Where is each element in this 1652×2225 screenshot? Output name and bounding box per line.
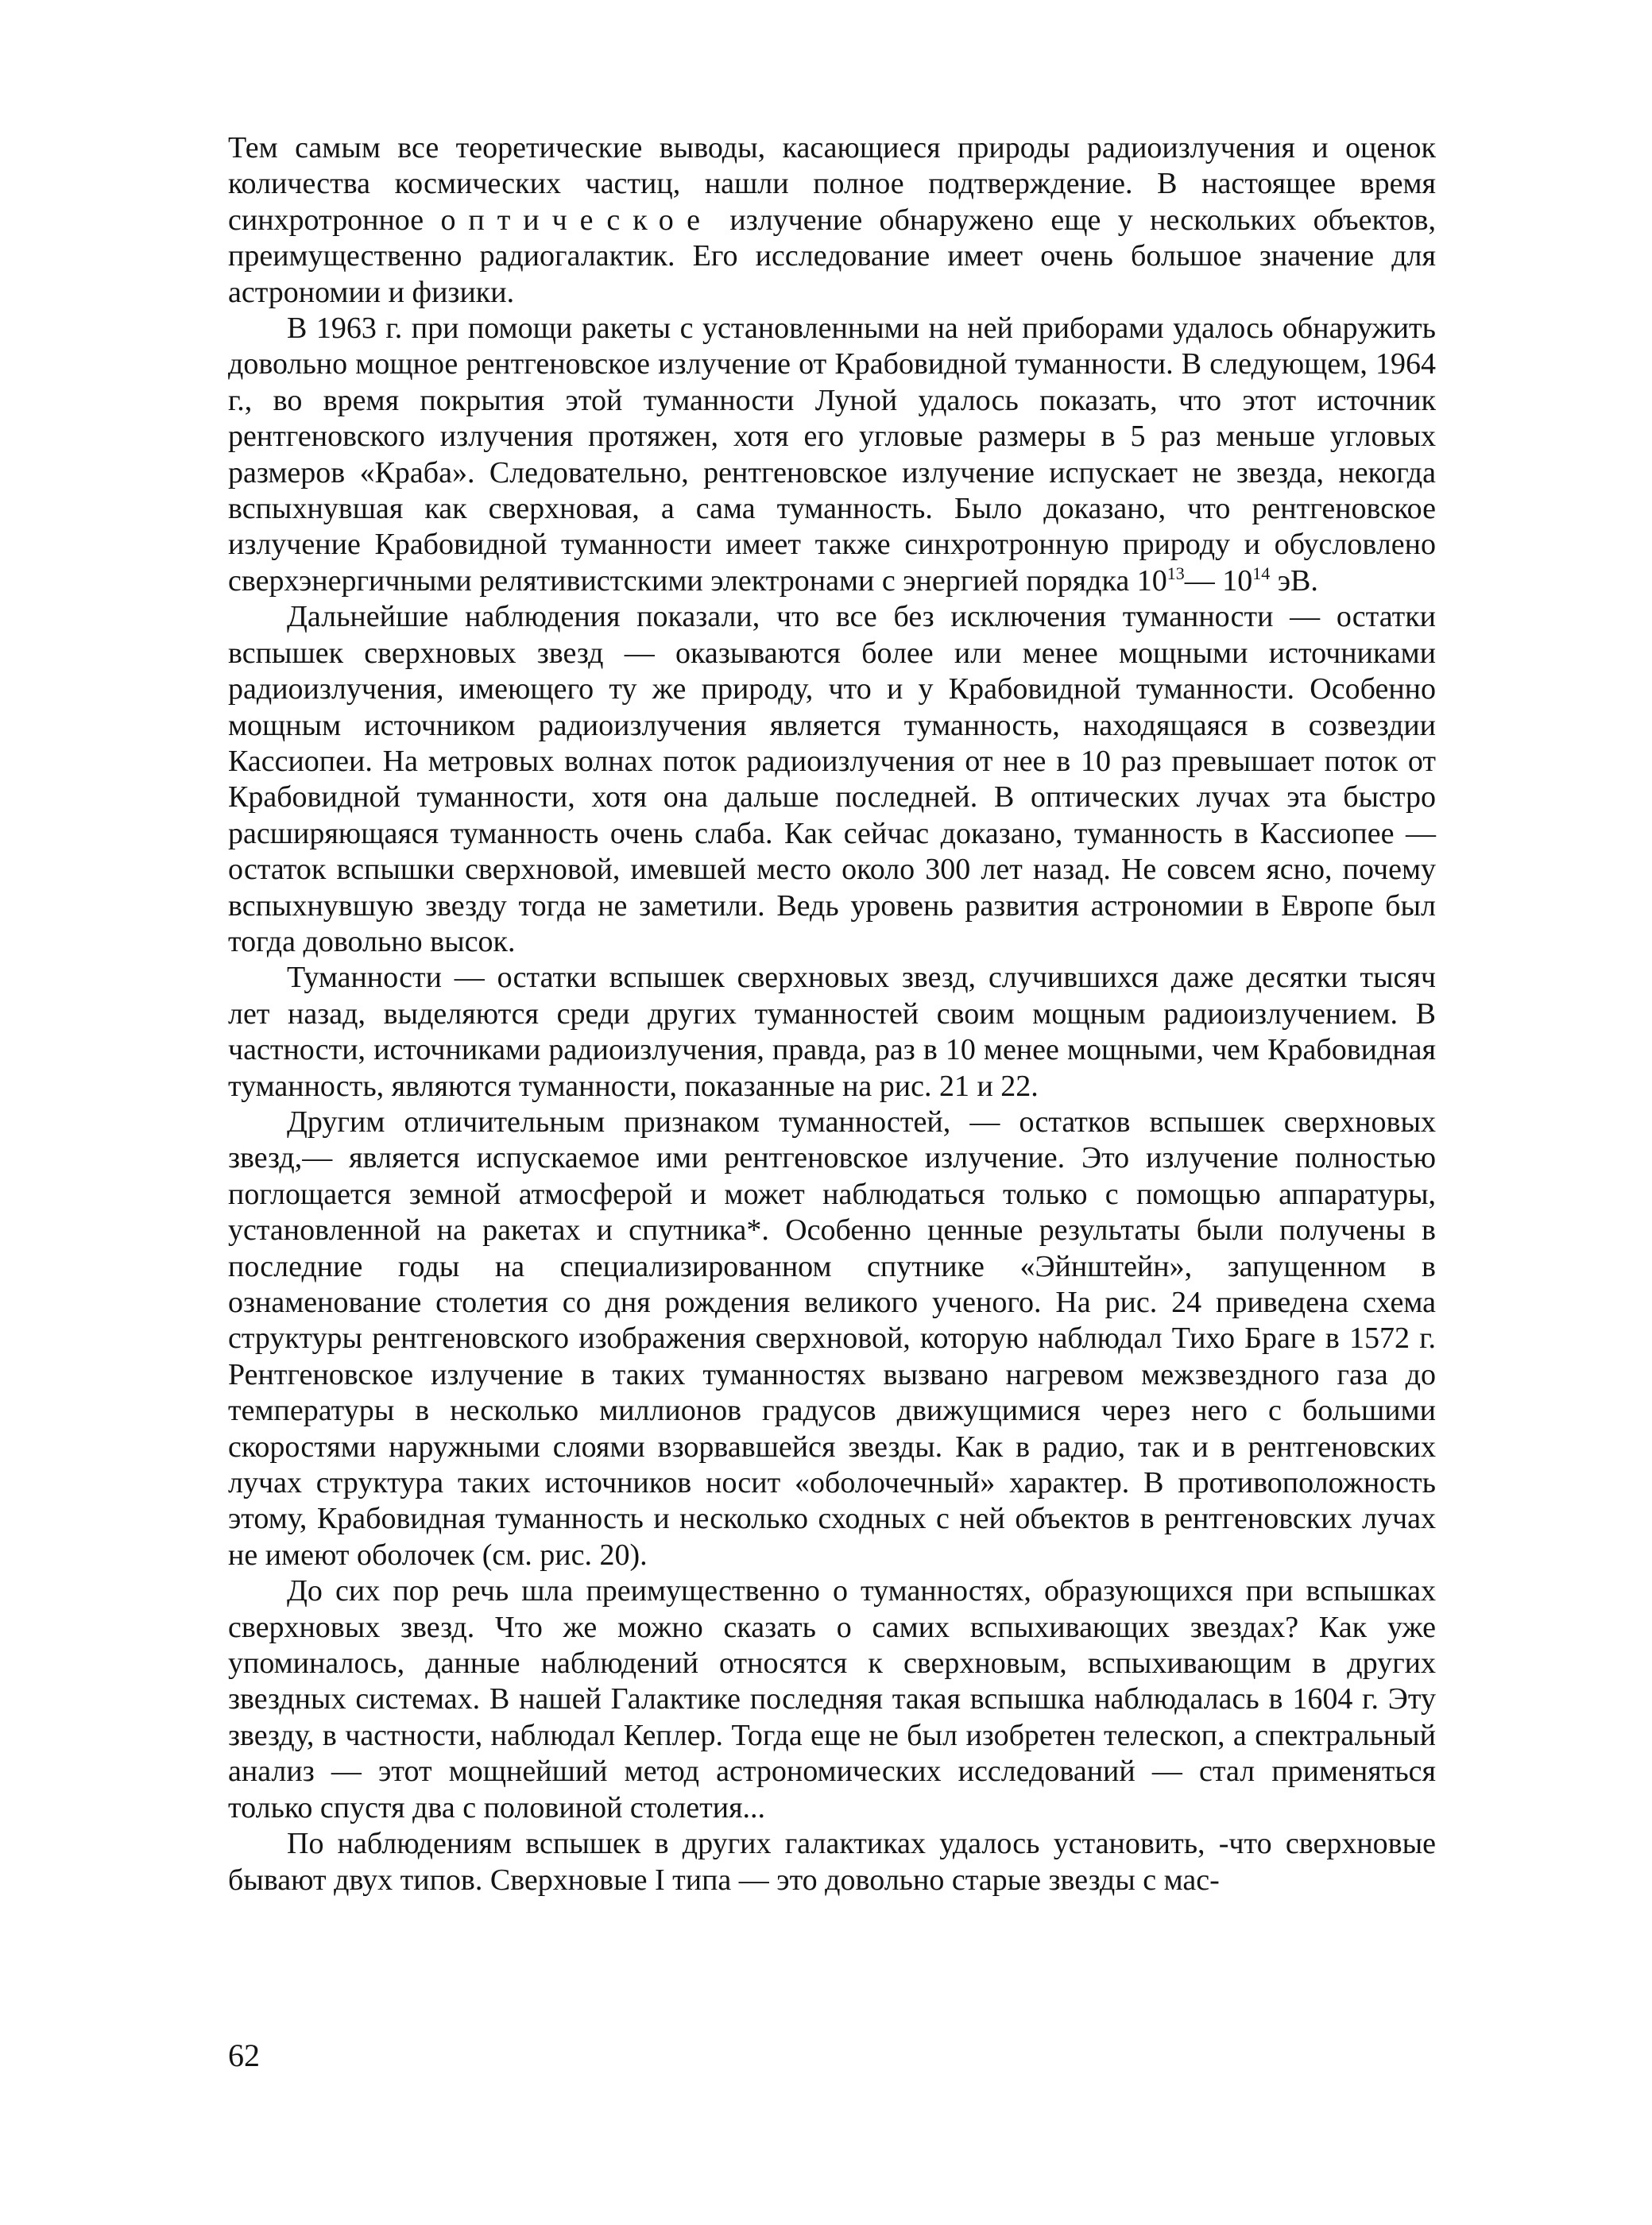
- paragraph-2-exponent-2: 14: [1252, 563, 1271, 583]
- paragraph-2-text-middle: — 10: [1184, 563, 1253, 598]
- paragraph-4: Туманности — остатки вспышек сверхновых звезд, случившихся даже десятки тысяч лет назад, выделяются среди других туманностей своим мощным радиоизлучением. В частности, источниками радиоизлучения, правда, раз в 10 менее мощными, чем Крабовидная туманность, являются туманности, показанные на рис. 21 и 22.: [228, 961, 1436, 1103]
- paragraph-1-text-start: Тем самым все теоретические выводы, касающиеся природы радиоизлучения и оценок количества космических частиц, нашли полное подтверждение. В настоящее время синхротронное: [228, 131, 1436, 237]
- paragraph-1-text-end: излучение обнаружено еще у нескольких объектов, преимущественно радиогалактик. Его исследование имеет очень большое значение для астрономии и физики.: [228, 203, 1437, 309]
- paragraph-1-spaced-emphasis: оптическое: [440, 203, 713, 237]
- paragraph-5: Другим отличительным признаком туманностей, — остатков вспышек сверхновых звезд,— является испускаемое ими рентгеновское излучение. Это излучение полностью поглощается земной атмосферой и может наблюдаться только с помощью аппаратуры, установленной на ракетах и спутника*. Особенно ценные результаты были получены в последние годы на специализированном спутнике «Эйнштейн», запущенном в ознаменование столетия со дня рождения великого ученого. На рис. 24 приведена схема структуры рентгеновского изображения сверхновой, которую наблюдал Тихо Браге в 1572 г. Рентгеновское излучение в таких туманностях вызвано нагревом межзвездного газа до температуры в несколько миллионов градусов движущимися через него с большими скоростями наружными слоями взорвавшейся звезды. Как в радио, так и в рентгеновских лучах структура таких источников носит «оболочечный» характер. В противоположность этому, Крабовидная туманность и несколько сходных с ней объектов в рентгеновских лучах не имеют оболочек (см. рис. 20).: [228, 1105, 1436, 1572]
- paragraph-2: [228, 311, 1436, 599]
- paragraph-6: До сих пор речь шла преимущественно о туманностях, образующихся при вспышках сверхновых звезд. Что же можно сказать о самих вспыхивающих звездах? Как уже упоминалось, данные наблюдений относятся к сверхновым, вспыхивающим в других звездных системах. В нашей Галактике последняя такая вспышка наблюдалась в 1604 г. Эту звезду, в частности, наблюдал Кеплер. Тогда еще не был изобретен телескоп, а спектральный анализ — этот мощнейший метод астрономических исследований — стал применяться только спустя два с половиной столетия...: [228, 1574, 1436, 1824]
- page-body-text: [228, 130, 1436, 1898]
- paragraph-2-exponent-1: 13: [1166, 563, 1185, 583]
- paragraph-2-text-end: эВ.: [1270, 563, 1318, 598]
- paragraph-1: [228, 130, 1436, 311]
- paragraph-3: Дальнейшие наблюдения показали, что все без исключения туманности — остатки вспышек сверхновых звезд — оказываются более или менее мощными источниками радиоизлучения, имеющего ту же природу, что и у Крабовидной туманности. Особенно мощным источником радиоизлучения является туманность, находящаяся в созвездии Кассиопеи. На метровых волнах поток радиоизлучения от нее в 10 раз превышает поток от Крабовидной туманности, хотя она дальше последней. В оптических лучах эта быстро расширяющаяся туманность очень слаба. Как сейчас доказано, туманность в Кассиопее — остаток вспышки сверхновой, имевшей место около 300 лет назад. Не совсем ясно, почему вспыхнувшую звезду тогда не заметили. Ведь уровень развития астрономии в Европе был тогда довольно высок.: [228, 600, 1436, 958]
- paragraph-2-text-start: В 1963 г. при помощи ракеты с установленными на ней приборами удалось обнаружить довольно мощное рентгеновское излучение от Крабовидной туманности. В следующем, 1964 г., во время покрытия этой туманности Луной удалось показать, что этот источник рентгеновского излучения протяжен, хотя его угловые размеры в 5 раз меньше угловых размеров «Краба». Следовательно, рентгеновское излучение испускает не звезда, некогда вспыхнувшая как сверхновая, а сама туманность. Было доказано, что рентгеновское излучение Крабовидной туманности имеет также синхротронную природу и обусловлено сверхэнергичными релятивистскими электронами с энергией порядка 10: [228, 312, 1436, 598]
- paragraph-7: По наблюдениям вспышек в других галактиках удалось установить, -что сверхновые бывают двух типов. Сверхновые I типа — это довольно старые звезды с мас-: [228, 1827, 1436, 1897]
- page-number: 62: [228, 2037, 260, 2073]
